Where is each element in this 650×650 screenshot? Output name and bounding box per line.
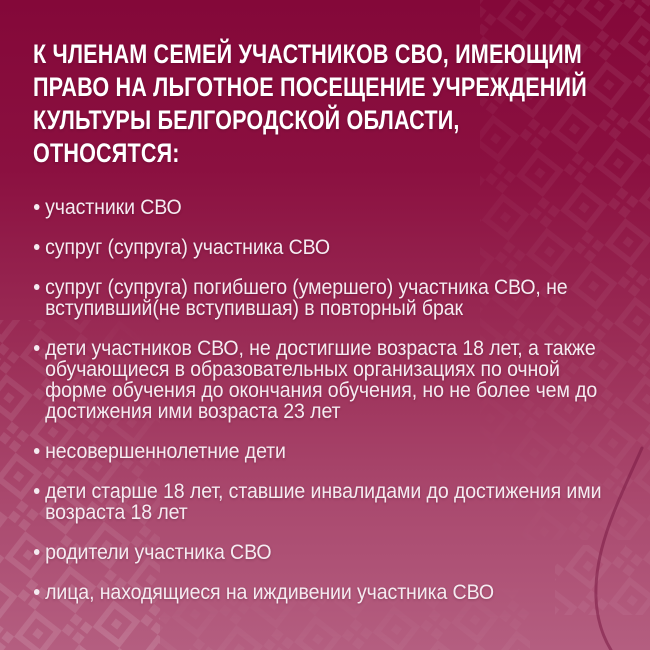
title-line: К ЧЛЕНАМ СЕМЕЙ УЧАСТНИКОВ СВО, ИМЕЮЩИМ: [33, 39, 582, 69]
list-item-text: лица, находящиеся на иждивении участника СВО: [45, 581, 494, 604]
list-item: [33, 582, 611, 603]
page-title: [0, 0, 650, 170]
bullet-dot-icon: [34, 589, 40, 595]
list-item: [33, 237, 611, 258]
list-item-text: родители участника СВО: [45, 541, 272, 564]
list-item: [33, 542, 611, 563]
bullet-dot-icon: [34, 549, 40, 555]
list-item-text: участники СВО: [45, 196, 182, 219]
bullet-dot-icon: [34, 488, 40, 494]
bullet-dot-icon: [34, 204, 40, 210]
list-item-text: дети старше 18 лет, ставшие инвалидами до достижения ими возраста 18 лет: [45, 480, 602, 524]
list-item: [33, 338, 611, 422]
title-line: КУЛЬТУРЫ БЕЛГОРОДСКОЙ ОБЛАСТИ,: [33, 105, 460, 135]
list-item-text: несовершеннолетние дети: [45, 440, 286, 463]
bullet-dot-icon: [34, 345, 40, 351]
list-item-text: супруг (супруга) участника СВО: [45, 236, 331, 259]
title-line: ПРАВО НА ЛЬГОТНОЕ ПОСЕЩЕНИЕ УЧРЕЖДЕНИЙ: [33, 72, 587, 102]
title-line: ОТНОСЯТСЯ:: [33, 138, 180, 168]
bullet-dot-icon: [34, 244, 40, 250]
bullet-dot-icon: [34, 284, 40, 290]
list-item: [33, 441, 611, 462]
list-item: [33, 481, 611, 523]
list-item: [33, 277, 611, 319]
list-item-text: супруг (супруга) погибшего (умершего) участника СВО, не вступивший(не вступившая) в повторный брак: [45, 276, 568, 320]
bullet-dot-icon: [34, 448, 40, 454]
list-item: [33, 197, 611, 218]
list-item-text: дети участников СВО, не достигшие возраста 18 лет, а также обучающиеся в образовательных организациях по очной форме обучения до окончания обучения, но не более чем до достижения ими возраста 23 лет: [45, 337, 598, 423]
benefit-list: [33, 197, 611, 603]
